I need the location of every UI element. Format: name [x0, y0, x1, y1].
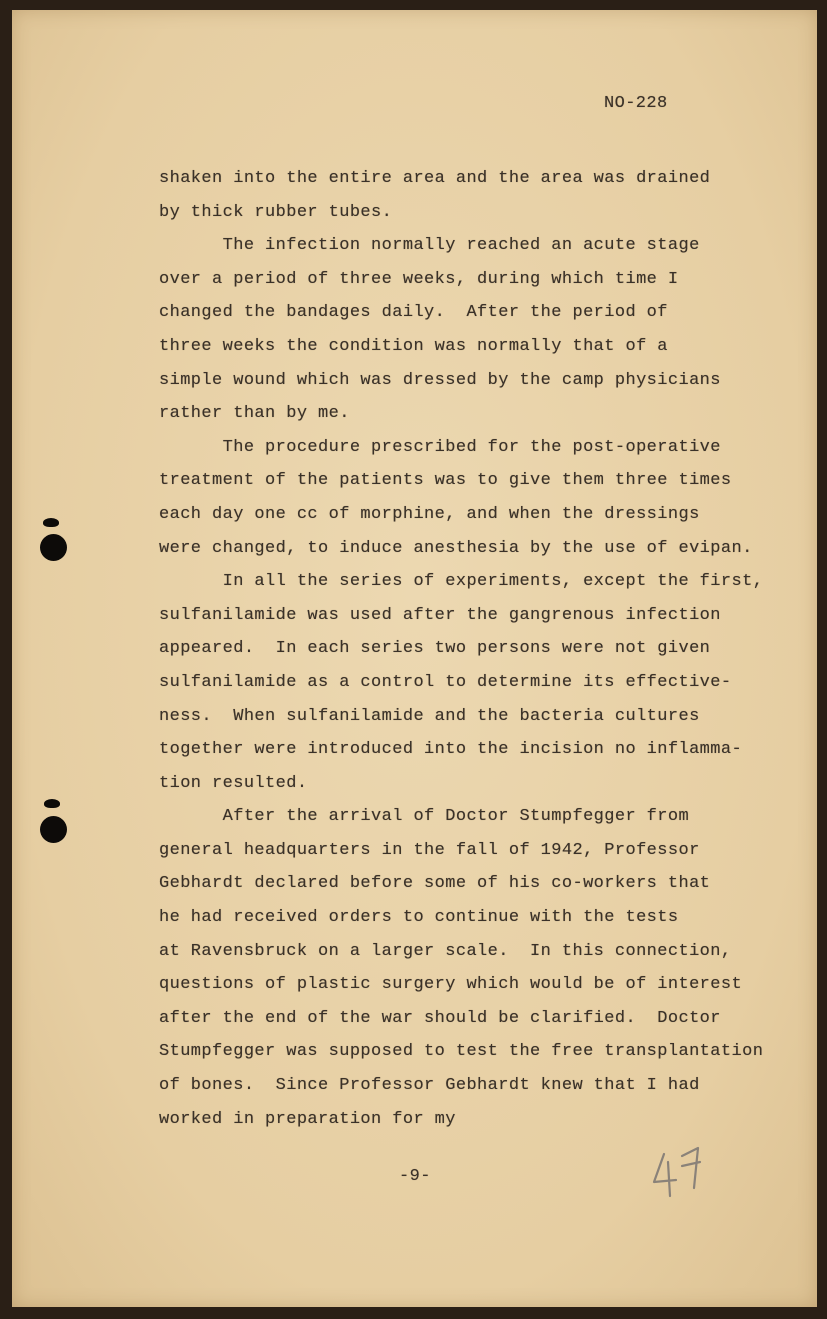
text-line: over a period of three weeks, during which time I [159, 269, 679, 289]
text-line: The infection normally reached an acute stage [159, 236, 700, 256]
text-line: Gebhardt declared before some of his co-workers that [159, 874, 711, 894]
text-line: tion resulted. [159, 773, 308, 793]
text-line: In all the series of experiments, except the first, [159, 572, 764, 592]
text-line: by thick rubber tubes. [159, 202, 393, 222]
text-line: were changed, to induce anesthesia by the use of evipan. [159, 538, 753, 558]
punch-hole-tear-bottom [44, 799, 60, 808]
text-line: shaken into the entire area and the area was drained [159, 169, 711, 188]
text-line: sulfanilamide as a control to determine its effective- [159, 672, 732, 692]
text-line: sulfanilamide was used after the gangrenous infection [159, 605, 721, 625]
text-line: three weeks the condition was normally that of a [159, 336, 668, 356]
handwritten-digit-seven [682, 1148, 700, 1188]
text-line: appeared. In each series two persons were not given [159, 639, 711, 659]
page-number: -9- [399, 1167, 431, 1186]
text-line: worked in preparation for my [159, 1109, 456, 1129]
text-line: he had received orders to continue with the tests [159, 908, 679, 928]
handwritten-digit-four [654, 1154, 676, 1196]
text-line: of bones. Since Professor Gebhardt knew that I had [159, 1076, 700, 1096]
text-line: simple wound which was dressed by the camp physicians [159, 370, 721, 390]
text-line: Stumpfegger was supposed to test the free transplantation [159, 1042, 764, 1062]
text-line: The procedure prescribed for the post-operative [159, 437, 721, 457]
text-line: at Ravensbruck on a larger scale. In this connection, [159, 941, 732, 961]
body-text [159, 162, 763, 1136]
text-line: ness. When sulfanilamide and the bacteria cultures [159, 706, 700, 726]
text-line: general headquarters in the fall of 1942, Professor [159, 840, 700, 860]
handwritten-page-annotation [642, 1140, 712, 1200]
text-line: questions of plastic surgery which would be of interest [159, 975, 743, 995]
document-number: NO-228 [604, 94, 668, 113]
punch-hole-top [40, 534, 67, 561]
punch-hole-tear-top [43, 518, 59, 527]
text-line: rather than by me. [159, 404, 350, 424]
punch-hole-bottom [40, 816, 67, 843]
text-line: treatment of the patients was to give them three times [159, 471, 732, 491]
document-page [12, 10, 817, 1307]
text-line: each day one cc of morphine, and when the dressings [159, 504, 700, 524]
text-line: changed the bandages daily. After the period of [159, 303, 668, 323]
text-line: together were introduced into the incision no inflamma- [159, 740, 743, 760]
text-line: after the end of the war should be clarified. Doctor [159, 1008, 721, 1028]
text-line: After the arrival of Doctor Stumpfegger from [159, 807, 690, 827]
